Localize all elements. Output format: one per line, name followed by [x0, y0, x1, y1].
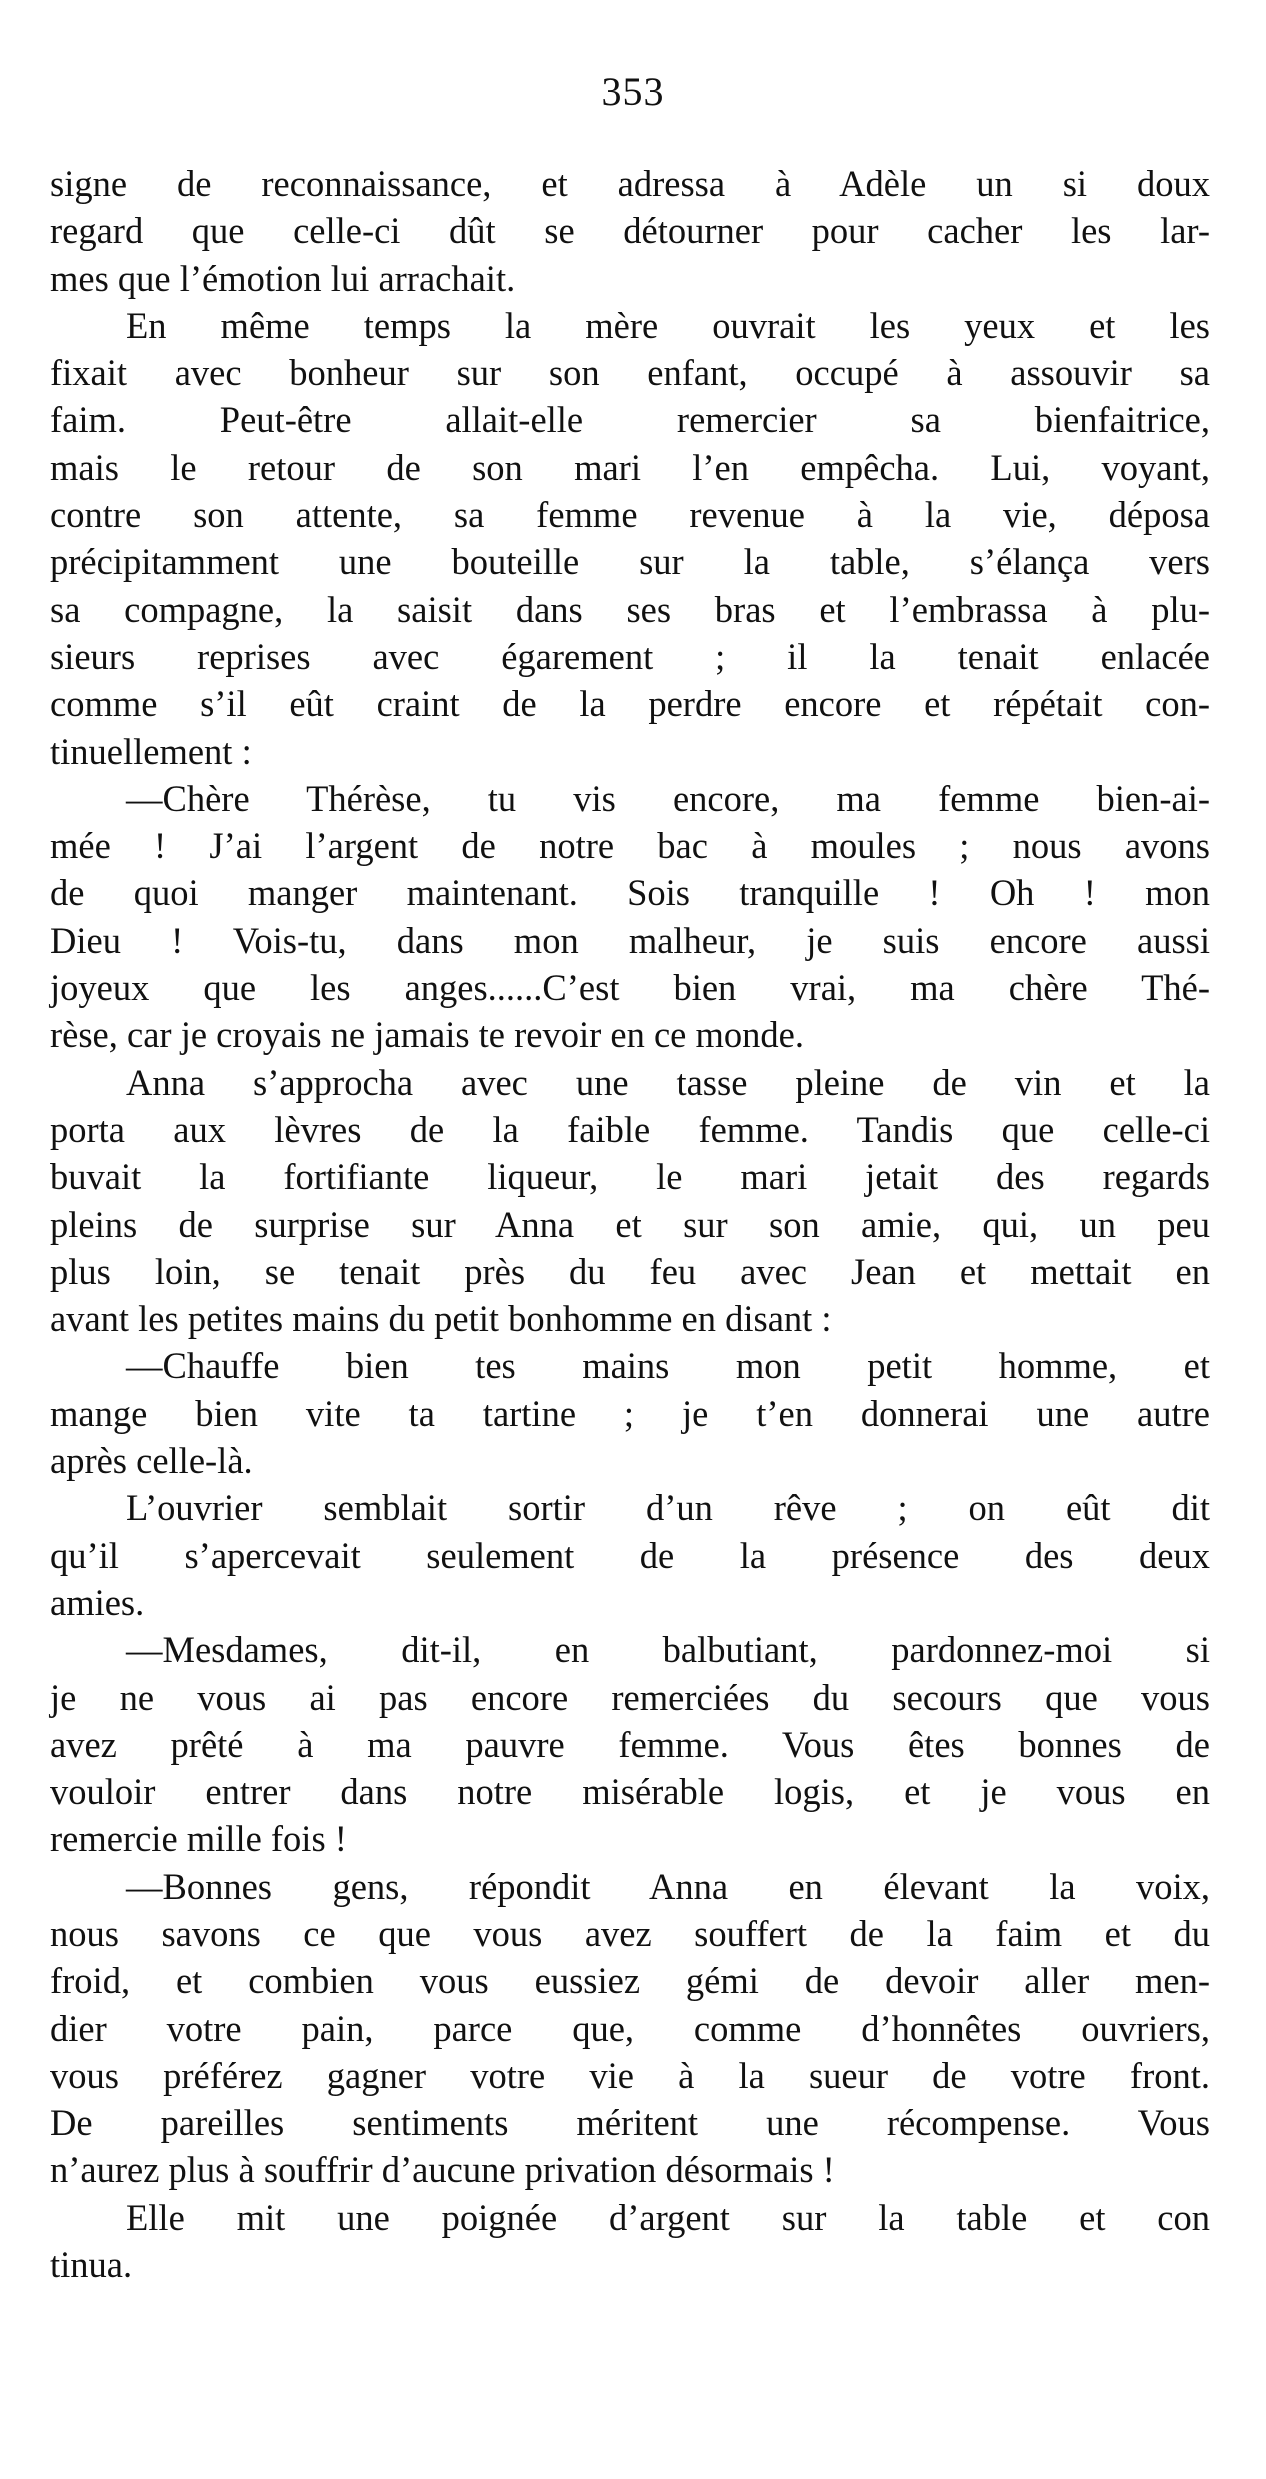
- text-line: mes que l’émotion lui arrachait.: [50, 257, 516, 299]
- text-line: de quoi manger maintenant. Sois tranquille ! Oh ! mon: [50, 872, 1210, 914]
- text-line: je ne vous ai pas encore remerciées du secours que vous: [50, 1676, 1210, 1718]
- text-line: contre son attente, sa femme revenue à la vie, déposa: [50, 494, 1210, 536]
- text-line: amies.: [50, 1581, 145, 1623]
- text-line: faim. Peut-être allait-elle remercier sa bienfaitrice,: [50, 399, 1210, 441]
- text-line: joyeux que les anges......C’est bien vrai, ma chère Thé-: [50, 967, 1210, 1009]
- text-line: mange bien vite ta tartine ; je t’en donnerai une autre: [50, 1392, 1210, 1434]
- text-line: remercie mille fois !: [50, 1818, 347, 1860]
- text-line: —Chère Thérèse, tu vis encore, ma femme bien-ai-: [126, 777, 1210, 819]
- text-line: Dieu ! Vois-tu, dans mon malheur, je suis encore aussi: [50, 919, 1210, 961]
- text-line: regard que celle-ci dût se détourner pour cacher les lar-: [50, 210, 1210, 252]
- text-line: L’ouvrier semblait sortir d’un rêve ; on eût dit: [126, 1487, 1210, 1529]
- text-line: vouloir entrer dans notre misérable logis, et je vous en: [50, 1771, 1210, 1813]
- text-line: En même temps la mère ouvrait les yeux et les: [126, 304, 1210, 346]
- text-line: —Chauffe bien tes mains mon petit homme, et: [126, 1345, 1210, 1387]
- text-line: signe de reconnaissance, et adressa à Adèle un si doux: [50, 163, 1210, 204]
- text-line: De pareilles sentiments méritent une récompense. Vous: [50, 2102, 1210, 2144]
- page-number: 353: [601, 69, 665, 114]
- body-text: [50, 160, 1210, 2288]
- text-line: sieurs reprises avec égarement ; il la tenait enlacée: [50, 635, 1210, 677]
- text-line: qu’il s’apercevait seulement de la présence des deux: [50, 1534, 1210, 1576]
- text-line: n’aurez plus à souffrir d’aucune privation désormais !: [50, 2149, 835, 2191]
- text-line: froid, et combien vous eussiez gémi de devoir aller men-: [50, 1960, 1210, 2002]
- text-line: tinuellement :: [50, 730, 252, 772]
- text-line: Elle mit une poignée d’argent sur la table et con: [126, 2196, 1210, 2238]
- text-line: fixait avec bonheur sur son enfant, occupé à assouvir sa: [50, 352, 1210, 394]
- text-line: vous préférez gagner votre vie à la sueur de votre front.: [50, 2054, 1210, 2096]
- text-line: pleins de surprise sur Anna et sur son amie, qui, un peu: [50, 1203, 1210, 1245]
- text-line: plus loin, se tenait près du feu avec Jean et mettait en: [50, 1250, 1210, 1292]
- text-line: rèse, car je croyais ne jamais te revoir en ce monde.: [50, 1014, 804, 1056]
- text-line: tinua.: [50, 2244, 133, 2286]
- text-line: —Mesdames, dit-il, en balbutiant, pardonnez-moi si: [126, 1629, 1210, 1671]
- text-line: mée ! J’ai l’argent de notre bac à moules ; nous avons: [50, 825, 1210, 867]
- text-line: porta aux lèvres de la faible femme. Tandis que celle-ci: [50, 1108, 1210, 1150]
- text-line: sa compagne, la saisit dans ses bras et l’embrassa à plu-: [50, 588, 1210, 630]
- text-line: dier votre pain, parce que, comme d’honnêtes ouvriers,: [50, 2007, 1210, 2049]
- text-line: précipitamment une bouteille sur la table, s’élança vers: [50, 541, 1210, 583]
- text-line: avant les petites mains du petit bonhomme en disant :: [50, 1298, 832, 1340]
- text-line: après celle-là.: [50, 1440, 253, 1482]
- text-line: Anna s’approcha avec une tasse pleine de vin et la: [126, 1061, 1210, 1103]
- text-line: avez prêté à ma pauvre femme. Vous êtes bonnes de: [50, 1723, 1210, 1765]
- text-line: nous savons ce que vous avez souffert de la faim et du: [50, 1912, 1210, 1954]
- text-line: —Bonnes gens, répondit Anna en élevant la voix,: [126, 1865, 1210, 1907]
- text-line: buvait la fortifiante liqueur, le mari jetait des regards: [50, 1156, 1210, 1198]
- text-line: mais le retour de son mari l’en empêcha. Lui, voyant,: [50, 446, 1210, 488]
- text-line: comme s’il eût craint de la perdre encore et répétait con-: [50, 683, 1210, 725]
